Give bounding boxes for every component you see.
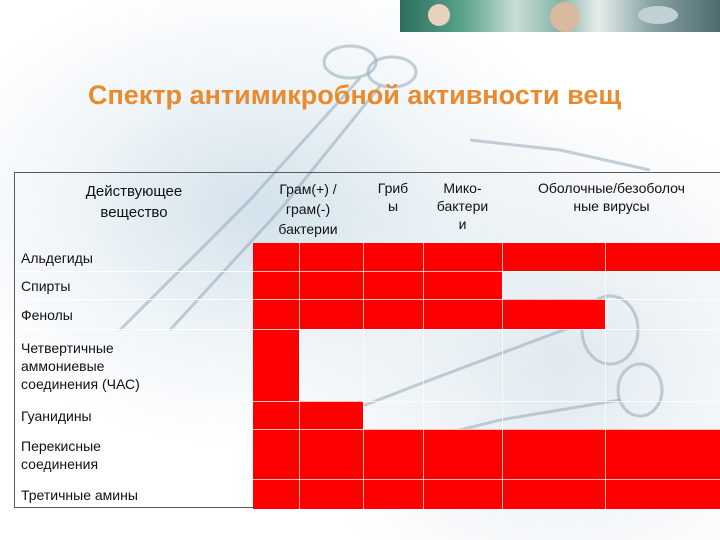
activity-cell xyxy=(363,243,423,271)
activity-cell xyxy=(299,271,363,299)
column-header-line: Мико- xyxy=(443,180,482,196)
row-label-line: Перекисные xyxy=(21,438,101,454)
column-header-3 xyxy=(423,179,502,233)
row-label xyxy=(21,486,138,504)
column-header-0 xyxy=(15,181,253,223)
grid-column-line xyxy=(363,243,364,509)
row-label xyxy=(21,249,93,267)
column-header-line: ные вирусы xyxy=(573,198,650,214)
activity-cell xyxy=(299,401,363,429)
activity-cell xyxy=(363,429,423,479)
row-label-line: Четвертичные xyxy=(21,340,114,356)
row-label-line: Фенолы xyxy=(21,307,73,323)
slide-title: Спектр антимикробной активности вещ xyxy=(88,80,622,110)
activity-cell xyxy=(253,271,299,299)
row-divider xyxy=(15,299,253,300)
row-label-line: соединения (ЧАС) xyxy=(21,376,140,392)
activity-cell xyxy=(423,243,502,271)
activity-cell xyxy=(423,271,502,299)
grid-row-line xyxy=(253,429,720,430)
grid-column-line xyxy=(299,243,300,509)
activity-cell xyxy=(299,429,363,479)
row-label-line: соединения xyxy=(21,456,99,472)
activity-cell xyxy=(299,243,363,271)
column-header-line: и xyxy=(458,216,467,232)
activity-cell xyxy=(363,299,423,329)
activity-cell xyxy=(253,429,299,479)
grid-column-line xyxy=(605,243,606,509)
column-header-4 xyxy=(502,179,720,215)
activity-cell xyxy=(423,429,502,479)
grid-column-line xyxy=(423,243,424,509)
activity-cell xyxy=(605,479,720,509)
row-label xyxy=(21,407,92,425)
grid-row-line xyxy=(253,479,720,480)
activity-cell xyxy=(423,479,502,509)
row-divider xyxy=(15,429,253,430)
column-header-line: бактерии xyxy=(278,221,338,237)
activity-cell xyxy=(299,479,363,509)
column-header-line: Действующее xyxy=(85,183,183,200)
row-label-line: Спирты xyxy=(21,278,71,294)
column-header-1 xyxy=(253,179,363,239)
activity-cell xyxy=(502,429,605,479)
column-header-line: вещество xyxy=(100,204,168,221)
row-divider xyxy=(15,479,253,480)
row-label-line: аммониевые xyxy=(21,358,105,374)
grid-column-line xyxy=(502,243,503,509)
column-header-2 xyxy=(363,179,423,215)
row-divider xyxy=(15,401,253,402)
activity-cell xyxy=(253,243,299,271)
header-photo xyxy=(400,0,720,32)
activity-cell xyxy=(253,479,299,509)
grid-row-line xyxy=(253,271,720,272)
activity-cell xyxy=(502,479,605,509)
row-label-line: Гуанидины xyxy=(21,408,92,424)
activity-cell xyxy=(363,271,423,299)
activity-cell xyxy=(502,299,605,329)
activity-cell xyxy=(253,401,299,429)
activity-cell xyxy=(423,299,502,329)
grid-row-line xyxy=(253,401,720,402)
row-label xyxy=(21,277,70,295)
column-header-line: Оболочные/безоболоч xyxy=(538,180,685,196)
column-header-line: ы xyxy=(387,198,399,214)
row-label-line: Альдегиды xyxy=(21,250,93,266)
column-header-line: Гриб xyxy=(377,180,409,196)
activity-cell xyxy=(502,243,605,271)
row-label xyxy=(21,339,140,393)
row-divider xyxy=(15,271,253,272)
row-divider xyxy=(15,329,253,330)
column-header-line: грам(-) xyxy=(285,201,331,217)
activity-cell xyxy=(605,429,720,479)
activity-cell xyxy=(253,299,299,329)
row-label-line: Третичные амины xyxy=(21,487,138,503)
grid-row-line xyxy=(253,329,720,330)
activity-table xyxy=(14,172,720,508)
row-label xyxy=(21,306,73,324)
column-header-line: бактери xyxy=(436,198,489,214)
row-label xyxy=(21,437,101,473)
activity-cell xyxy=(605,243,720,271)
activity-cell xyxy=(253,329,299,401)
column-header-line: Грам(+) / xyxy=(279,181,337,197)
grid-row-line xyxy=(253,299,720,300)
activity-cell xyxy=(363,479,423,509)
activity-cell xyxy=(299,299,363,329)
